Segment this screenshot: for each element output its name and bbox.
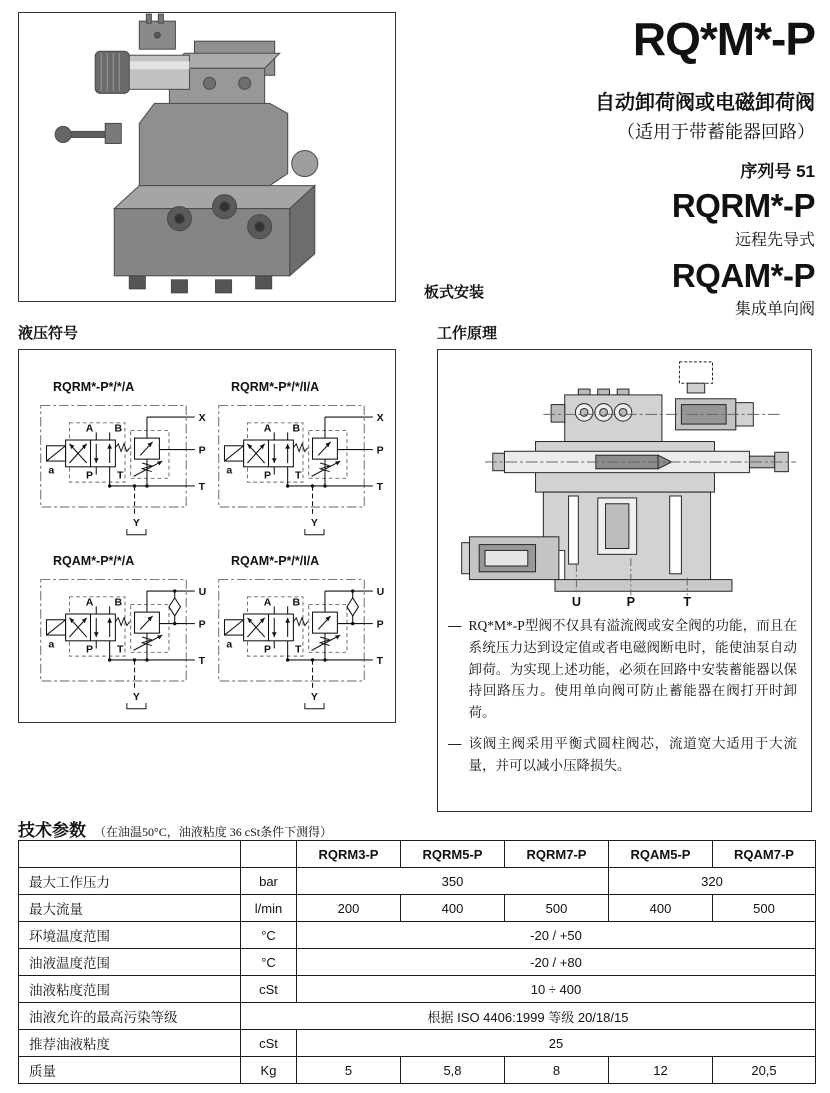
photo-mid-body [139,103,287,185]
spec-value: 400 [609,895,713,922]
table-row [19,895,816,922]
spec-row-label: 最大流量 [19,895,241,922]
title-block [485,13,815,319]
check-valve-icon [347,589,358,625]
xsec-base-flange [555,580,732,592]
port-label-B: B [114,422,123,435]
spec-value: 500 [505,895,609,922]
side-port-t: T [198,654,206,667]
symbol-rqam-ia [213,554,391,712]
hydraulic-schematic [35,570,213,712]
symbol-rqrm-a [35,380,213,538]
table-row [19,1030,816,1057]
working-principle-box [437,349,812,812]
port-label-B: B [292,422,301,435]
spec-row-label: 油液粘度范围 [19,976,241,1003]
photo-solenoid-tube [127,55,189,89]
valve-description-note: （适用于带蓄能器回路） [617,122,815,142]
section-title-symbols: 液压符号 [18,325,79,342]
port-label-P: P [264,642,272,655]
side-port-u: U [376,585,385,598]
series-number: 序列号 51 [740,162,815,181]
symbol-label: RQAM*-P*/*/A [53,553,135,568]
side-port-x: X [198,411,206,424]
side-port-p: P [198,444,206,457]
principle-paragraph: 该阀主阀采用平衡式圆柱阀芯，流道宽大适用于大流量，并可以减小压降损失。 [468,736,797,773]
check-valve-icon [169,589,180,625]
product-photo [19,13,395,301]
spec-value: 10 ÷ 400 [297,976,816,1003]
symbol-rqam-a [35,554,213,712]
table-row [19,1003,816,1030]
specs-title: 技术参数 [18,821,86,840]
principle-text [438,607,811,777]
section-title-principle: 工作原理 [437,325,498,342]
port-label-P: P [86,469,94,482]
spec-value: 5 [297,1057,401,1084]
side-port-p: P [376,618,384,631]
spec-header-model: RQRM5-P [401,841,505,868]
xsec-connector [679,362,712,383]
spec-unit: °C [241,949,297,976]
hydraulic-schematic [213,396,391,538]
valve-cross-section [450,356,800,607]
port-label-T: T [116,469,124,482]
hydraulic-schematic [213,570,391,712]
spec-value: 400 [401,895,505,922]
spec-row-label: 最大工作压力 [19,868,241,895]
side-port-p: P [376,444,384,457]
spec-value: 25 [297,1030,816,1057]
model-rqrm: RQRM*-P [671,187,815,224]
port-label-A: A [263,422,272,435]
spec-header-model: RQAM7-P [713,841,816,868]
spec-header-model: RQRM7-P [505,841,609,868]
spec-header-row [19,841,816,868]
bullet-dash: — [448,617,462,633]
spec-unit: cSt [241,976,297,1003]
spec-value: 12 [609,1057,713,1084]
port-label-T: T [116,642,124,655]
spec-row-label: 环境温度范围 [19,922,241,949]
drain-port-y: Y [132,690,140,703]
xsec-port-t: T [682,594,691,607]
spec-row-label: 油液允许的最高污染等级 [19,1003,241,1030]
hydraulic-symbols-box [18,349,396,723]
spec-unit: l/min [241,895,297,922]
xsec-port-p: P [626,594,635,607]
model-rqam: RQAM*-P [671,256,815,294]
port-label-A: A [263,596,272,609]
spec-value: -20 / +80 [297,949,816,976]
product-photo-frame [18,12,396,302]
symbol-label: RQAM*-P*/*/I/A [231,553,320,568]
symbol-rqrm-ia [213,380,391,538]
side-port-t: T [376,480,384,493]
model-rqrm-desc: 远程先导式 [734,231,815,249]
specs-condition-note: （在油温50°C，油液粘度 36 cSt条件下测得） [94,825,333,839]
spec-row-label: 推荐油液粘度 [19,1030,241,1057]
principle-bullet [448,615,797,724]
port-label-P: P [264,469,272,482]
spec-unit: bar [241,868,297,895]
spec-value: 200 [297,895,401,922]
spec-value: 根据 ISO 4406:1999 等级 20/18/15 [241,1003,816,1030]
principle-paragraph: RQ*M*-P型阀不仅具有溢流阀或安全阀的功能，而且在系统压力达到设定值或者电磁阀断电时，能使油泵自动卸荷。为实现上述功能，必须在回路中安装蓄能器以保持回路压力。使用单向阀可防止蓄能器在阀打开时卸荷。 [468,617,797,721]
table-row [19,922,816,949]
port-label-a: a [226,464,233,477]
mounting-type-label: 板式安装 [424,284,485,301]
side-port-t: T [376,654,384,667]
spec-value: -20 / +50 [297,922,816,949]
spec-unit: Kg [241,1057,297,1084]
port-label-P: P [86,642,94,655]
model-rqam-desc: 集成单向阀 [734,301,815,319]
port-label-a: a [48,638,55,651]
table-row [19,1057,816,1084]
port-label-a: a [48,464,55,477]
spec-value: 320 [609,868,816,895]
photo-knurled-knob [95,51,129,93]
spec-value: 20,5 [713,1057,816,1084]
port-label-a: a [226,638,233,651]
valve-description: 自动卸荷阀或电磁卸荷阀 [595,92,815,114]
table-row [19,976,816,1003]
page-title: RQ*M*-P [632,13,815,65]
spec-row-label: 油液温度范围 [19,949,241,976]
port-label-T: T [294,469,302,482]
spec-unit: °C [241,922,297,949]
spec-value: 350 [297,868,609,895]
spec-header-model: RQRM3-P [297,841,401,868]
specs-heading [18,816,332,841]
drain-port-y: Y [132,517,140,530]
symbol-label: RQRM*-P*/*/I/A [231,380,320,394]
bullet-dash: — [448,736,462,752]
table-row [19,868,816,895]
xsec-port-u: U [571,594,581,607]
spec-row-label: 质量 [19,1057,241,1084]
side-port-x: X [376,411,384,424]
hydraulic-schematic [35,396,213,538]
port-label-B: B [292,596,301,609]
spec-header-unit [241,841,297,868]
symbol-label: RQRM*-P*/*/A [53,380,135,394]
port-label-A: A [85,422,94,435]
side-port-u: U [198,585,207,598]
port-label-A: A [85,596,94,609]
spec-value: 8 [505,1057,609,1084]
photo-adjust-rod [67,131,107,137]
spec-header-param [19,841,241,868]
port-label-T: T [294,642,302,655]
spec-value: 500 [713,895,816,922]
drain-port-y: Y [310,690,318,703]
spec-unit: cSt [241,1030,297,1057]
principle-bullet [448,733,797,777]
spec-header-model: RQAM5-P [609,841,713,868]
spec-value: 5,8 [401,1057,505,1084]
side-port-t: T [198,480,206,493]
table-row [19,949,816,976]
side-port-p: P [198,618,206,631]
port-label-B: B [114,596,123,609]
drain-port-y: Y [310,517,318,530]
spec-table [18,840,816,1084]
